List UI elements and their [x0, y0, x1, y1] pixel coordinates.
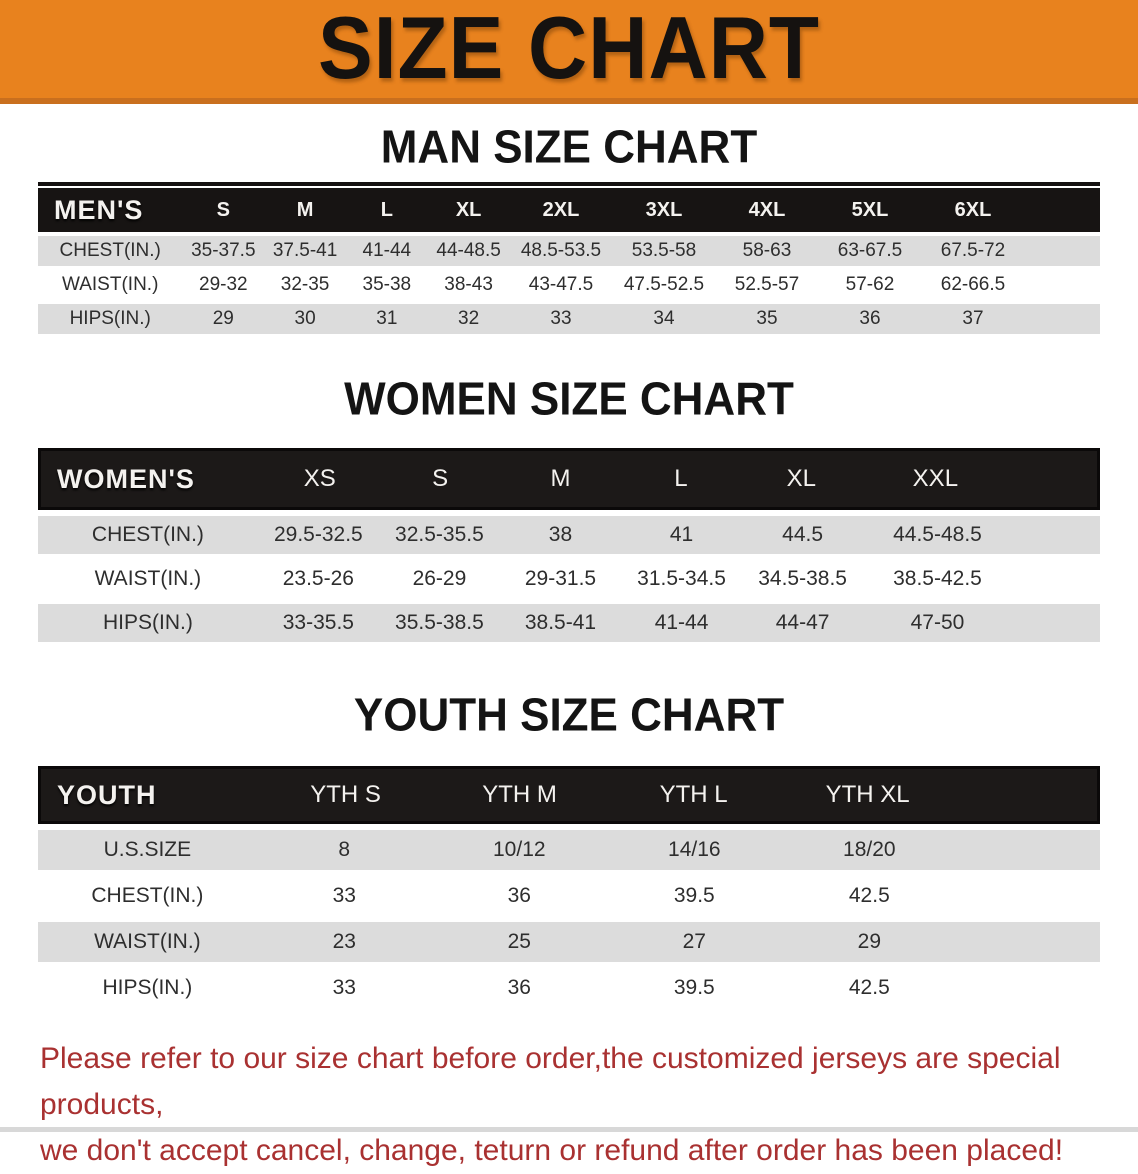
men-section-heading: MAN SIZE CHART	[380, 121, 758, 174]
table-cell: 18/20	[843, 838, 896, 861]
row-label: HIPS(IN.)	[102, 976, 193, 999]
table-cell: 37	[962, 308, 984, 329]
table-cell: 29	[857, 930, 881, 953]
column-header: YTH S	[310, 781, 381, 808]
table-header-label: YOUTH	[57, 779, 157, 810]
column-header: XXL	[912, 465, 959, 492]
column-header: YTH M	[482, 781, 557, 808]
youth-section	[0, 642, 1138, 1008]
table-cell: 23	[332, 930, 356, 953]
table-cell: 35-37.5	[191, 240, 256, 261]
size-chart-banner	[0, 0, 1138, 104]
table-cell: 43-47.5	[528, 274, 594, 295]
table-cell: 44.5	[782, 523, 824, 546]
table-cell: 36	[507, 976, 531, 999]
table-cell: 8	[338, 838, 351, 861]
table-cell: 34.5-38.5	[758, 567, 847, 590]
women-section	[0, 334, 1138, 642]
table-cell: 63-67.5	[837, 240, 903, 261]
column-header: XS	[303, 465, 336, 492]
column-header: 3XL	[645, 198, 683, 221]
men-section	[0, 104, 1138, 334]
column-header: S	[216, 198, 230, 221]
table-cell: 25	[507, 930, 531, 953]
table-row	[38, 560, 1100, 598]
column-header: YTH XL	[825, 781, 910, 808]
table-row	[38, 604, 1100, 642]
column-header: L	[380, 198, 393, 221]
row-label: WAIST(IN.)	[94, 930, 201, 953]
table-cell: 41	[669, 523, 694, 546]
table-header-row	[38, 766, 1100, 824]
column-header: XL	[786, 465, 816, 492]
table-row	[38, 304, 1100, 334]
row-label: WAIST(IN.)	[62, 274, 159, 295]
table-cell: 32	[458, 308, 480, 329]
column-header: 4XL	[748, 198, 786, 221]
table-cell: 47.5-52.5	[623, 274, 705, 295]
table-header-row	[38, 448, 1100, 510]
disclaimer-text	[0, 1036, 1138, 1174]
table-cell: 23.5-26	[282, 567, 354, 590]
table-cell: 29.5-32.5	[273, 523, 363, 546]
table-cell: 62-66.5	[940, 274, 1006, 295]
table-cell: 10/12	[493, 838, 546, 861]
table-cell: 36	[859, 308, 881, 329]
table-cell: 35	[756, 308, 778, 329]
table-cell: 39.5	[673, 884, 715, 907]
table-row	[38, 876, 1100, 916]
table-cell: 35-38	[362, 274, 412, 295]
youth-section-heading: YOUTH SIZE CHART	[353, 689, 785, 742]
table-cell: 26-29	[412, 567, 467, 590]
table-cell: 53.5-58	[631, 240, 697, 261]
row-label: U.S.SIZE	[103, 838, 192, 861]
table-cell: 39.5	[673, 976, 715, 999]
column-header: 6XL	[954, 198, 992, 221]
table-cell: 35.5-38.5	[395, 611, 484, 634]
table-cell: 29-32	[199, 274, 248, 295]
table-cell: 33-35.5	[282, 611, 354, 634]
table-cell: 44-48.5	[436, 240, 501, 261]
women-section-heading: WOMEN SIZE CHART	[344, 373, 794, 426]
table-cell: 14/16	[668, 838, 721, 861]
table-row	[38, 516, 1100, 554]
table-cell: 29	[212, 308, 234, 329]
column-header: L	[674, 465, 688, 492]
table-cell: 36	[507, 884, 531, 907]
table-cell: 42.5	[848, 884, 890, 907]
table-row	[38, 968, 1100, 1008]
column-header: M	[296, 198, 314, 221]
table-cell: 37.5-41	[272, 240, 338, 261]
table-cell: 32.5-35.5	[395, 523, 484, 546]
row-label: CHEST(IN.)	[91, 884, 204, 907]
table-header-label: MEN'S	[54, 194, 144, 225]
table-cell: 33	[332, 976, 356, 999]
banner-title: SIZE CHART	[318, 0, 820, 98]
table-cell: 34	[653, 308, 675, 329]
table-row	[38, 922, 1100, 962]
table-cell: 47-50	[910, 611, 965, 634]
men-size-table	[38, 188, 1100, 334]
row-label: CHEST(IN.)	[91, 523, 204, 546]
table-cell: 27	[682, 930, 706, 953]
row-label: WAIST(IN.)	[94, 567, 202, 590]
youth-size-table	[38, 766, 1100, 1008]
table-cell: 67.5-72	[940, 240, 1006, 261]
table-row	[38, 236, 1100, 266]
table-cell: 41-44	[654, 611, 709, 634]
table-cell: 38	[548, 523, 573, 546]
column-header: 5XL	[851, 198, 889, 221]
table-cell: 41-44	[362, 240, 412, 261]
table-cell: 33	[332, 884, 356, 907]
table-cell: 44-47	[775, 611, 830, 634]
table-cell: 44.5-48.5	[893, 523, 982, 546]
table-cell: 42.5	[848, 976, 890, 999]
disclaimer-line-1: Please refer to our size chart before order,the customized jerseys are special products,	[40, 1042, 1061, 1121]
men-table-top-rule	[38, 182, 1100, 186]
bottom-edge-strip	[0, 1127, 1138, 1132]
table-cell: 48.5-53.5	[520, 240, 602, 261]
table-header-label: WOMEN'S	[57, 463, 195, 494]
table-header-row	[38, 188, 1100, 232]
row-label: HIPS(IN.)	[102, 611, 193, 634]
table-cell: 38.5-42.5	[893, 567, 982, 590]
column-header: XL	[455, 198, 482, 221]
row-label: HIPS(IN.)	[69, 308, 151, 329]
women-size-table	[38, 448, 1100, 642]
disclaimer-line-2: we don't accept cancel, change, teturn or refund after order has been placed!	[40, 1134, 1064, 1167]
column-header: M	[550, 465, 571, 492]
table-cell: 30	[294, 308, 316, 329]
column-header: 2XL	[542, 198, 580, 221]
table-cell: 58-63	[742, 240, 792, 261]
table-cell: 52.5-57	[734, 274, 800, 295]
table-cell: 32-35	[280, 274, 330, 295]
table-cell: 31.5-34.5	[637, 567, 726, 590]
table-cell: 29-31.5	[524, 567, 597, 590]
table-cell: 38.5-41	[524, 611, 597, 634]
table-cell: 38-43	[444, 274, 493, 295]
table-cell: 57-62	[845, 274, 895, 295]
table-row	[38, 830, 1100, 870]
table-cell: 31	[376, 308, 398, 329]
table-cell: 33	[550, 308, 572, 329]
column-header: YTH L	[659, 781, 728, 808]
column-header: S	[432, 465, 449, 492]
table-row	[38, 270, 1100, 300]
row-label: CHEST(IN.)	[59, 240, 161, 261]
